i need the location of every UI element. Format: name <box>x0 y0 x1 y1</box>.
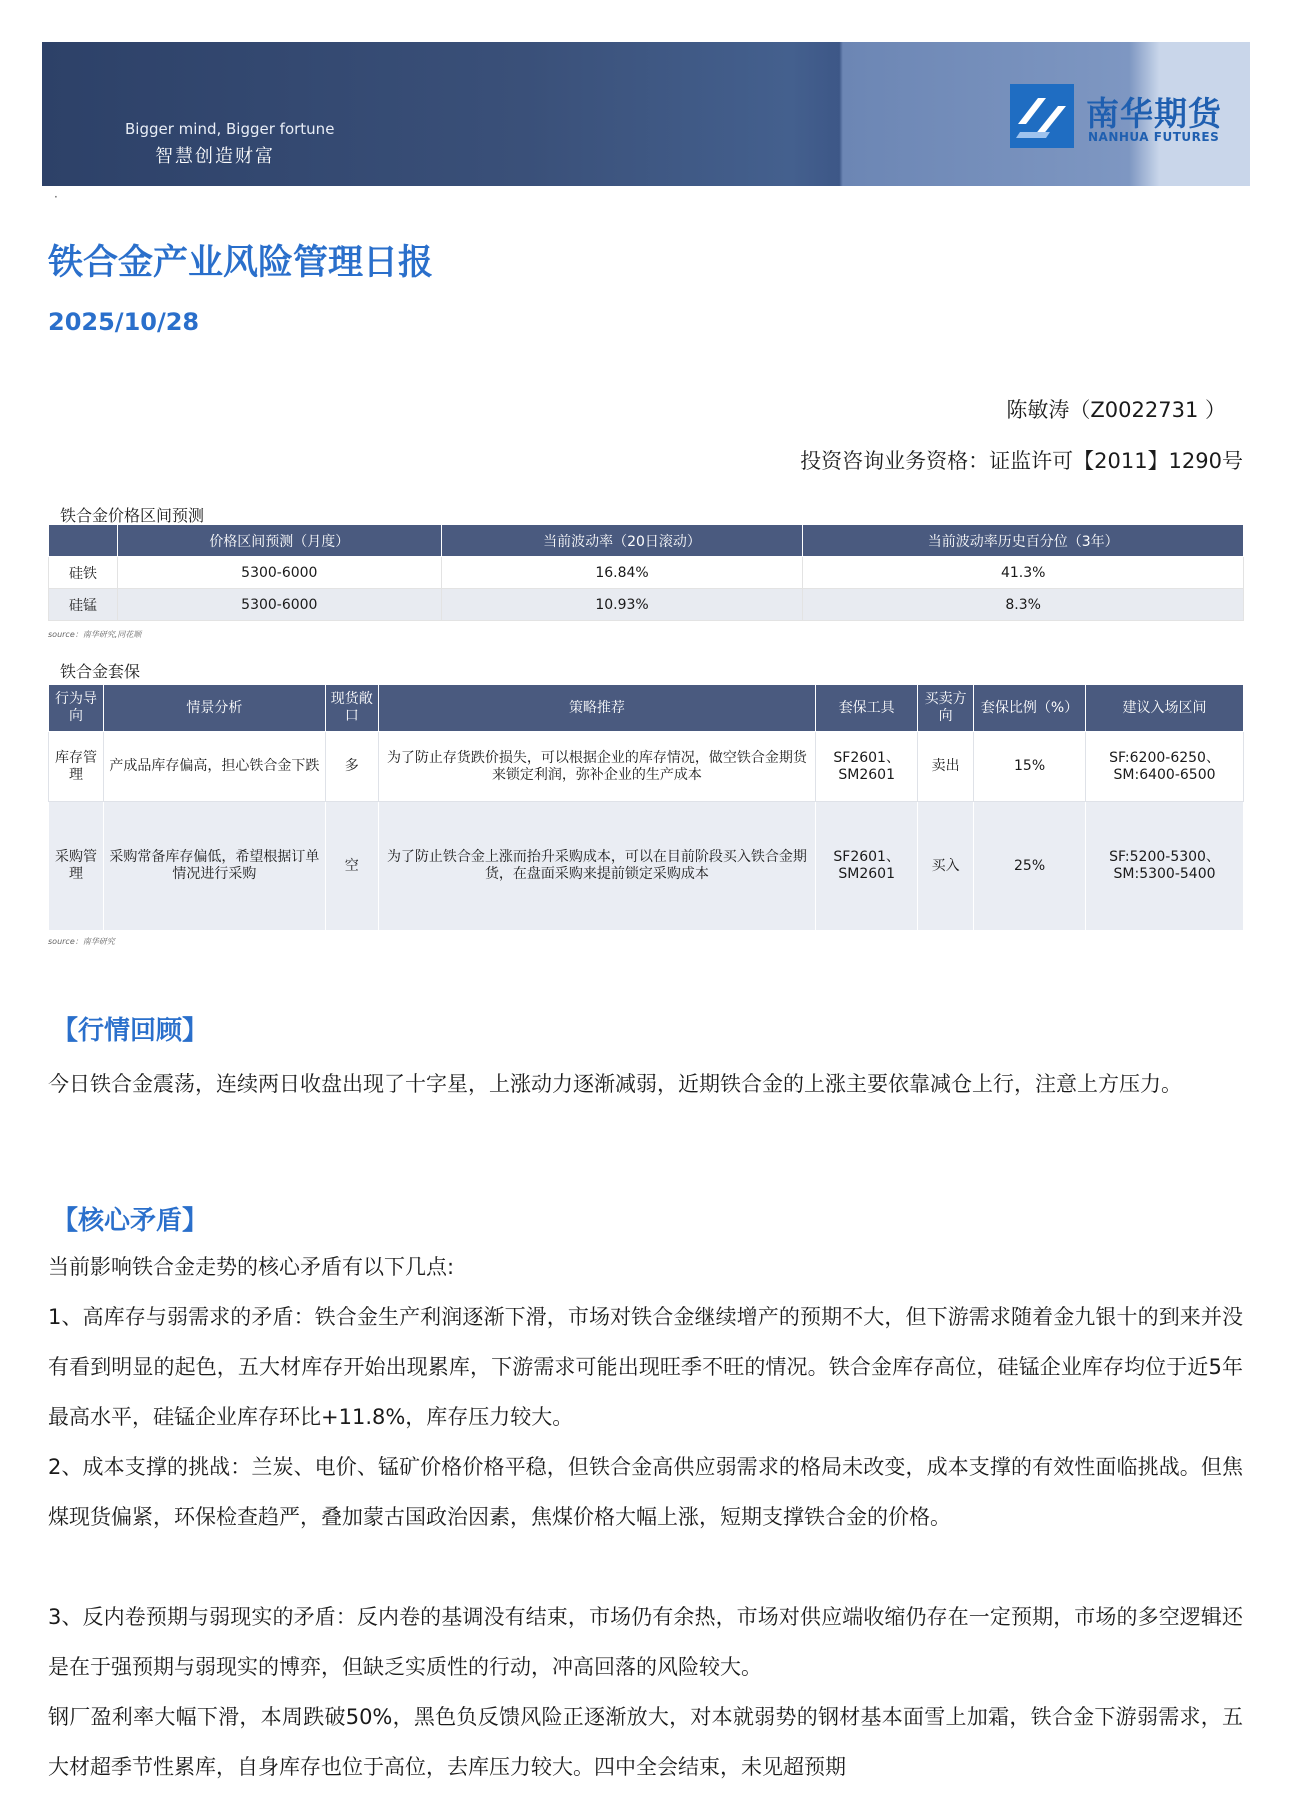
core-conflict-point-2: 2、成本支撑的挑战：兰炭、电价、锰矿价格价格平稳，但铁合金高供应弱需求的格局未改变，成本支撑的有效性面临挑战。但焦煤现货偏紧，环保检查趋严，叠加蒙古国政治因素，焦煤价格大幅上涨，短期支撑铁合金的价格。 <box>48 1455 1243 1529</box>
table-cell: 产成品库存偏高，担心铁合金下跌 <box>103 732 325 802</box>
table-cell: 硅锰 <box>49 589 118 621</box>
core-conflict-intro: 当前影响铁合金走势的核心矛盾有以下几点: <box>48 1255 455 1279</box>
table-cell: 16.84% <box>441 557 803 589</box>
table-cell: 硅铁 <box>49 557 118 589</box>
hedge-table-source: source：南华研究 <box>48 937 115 946</box>
decorative-dot: · <box>54 190 58 204</box>
table-header-cell: 情景分析 <box>103 685 325 732</box>
table-cell: 5300-6000 <box>117 557 441 589</box>
brand-name: 南华期货 <box>1086 94 1222 133</box>
author-line: 陈敏涛（Z0022731 ） <box>1006 398 1226 422</box>
table-cell: SF2601、SM2601 <box>816 802 918 931</box>
header-banner <box>42 42 1250 186</box>
license-line: 投资咨询业务资格：证监许可【2011】1290号 <box>800 449 1243 473</box>
table-header-cell: 策略推荐 <box>378 685 816 732</box>
table-cell: 采购常备库存偏低，希望根据订单情况进行采购 <box>103 802 325 931</box>
table-cell: 多 <box>325 732 378 802</box>
table-cell: 为了防止存货跌价损失，可以根据企业的库存情况，做空铁合金期货来锁定利润，弥补企业的生产成本 <box>378 732 816 802</box>
table-cell: 为了防止铁合金上涨而抬升采购成本，可以在目前阶段买入铁合金期货，在盘面采购来提前锁定采购成本 <box>378 802 816 931</box>
table-header-cell: 建议入场区间 <box>1086 685 1244 732</box>
table-header-row <box>49 525 1244 557</box>
brand-name-english: NANHUA FUTURES <box>1088 130 1220 144</box>
table-row <box>49 589 1244 621</box>
table-cell: 15% <box>974 732 1086 802</box>
table-cell: 8.3% <box>803 589 1244 621</box>
core-conflict-point-1: 1、高库存与弱需求的矛盾：铁合金生产利润逐渐下滑，市场对铁合金继续增产的预期不大，但下游需求随着金九银十的到来并没有看到明显的起色，五大材库存开始出现累库，下游需求可能出现旺季不旺的情况。铁合金库存高位，硅锰企业库存均位于近5年最高水平，硅锰企业库存环比+11.8%，库存压力较大。 <box>48 1305 1243 1429</box>
table-row <box>49 732 1244 802</box>
table-cell: SF2601、SM2601 <box>816 732 918 802</box>
hedge-strategy-table <box>48 684 1244 931</box>
table-cell: 买入 <box>918 802 974 931</box>
table-header-cell: 套保工具 <box>816 685 918 732</box>
table-header-cell: 当前波动率（20日滚动） <box>441 525 803 557</box>
report-date: 2025/10/28 <box>48 308 200 336</box>
core-conflict-heading: 【核心矛盾】 <box>52 1206 209 1236</box>
table-cell: 库存管理 <box>49 732 104 802</box>
table-header-cell: 当前波动率历史百分位（3年） <box>803 525 1244 557</box>
table-cell: 25% <box>974 802 1086 931</box>
table-header-cell: 买卖方向 <box>918 685 974 732</box>
price-table-source: source：南华研究,同花顺 <box>48 630 142 639</box>
price-range-table <box>48 524 1244 621</box>
table-header-cell: 价格区间预测（月度） <box>117 525 441 557</box>
table-header-cell: 行为导向 <box>49 685 104 732</box>
table-cell: 10.93% <box>441 589 803 621</box>
nanhua-logo-icon <box>1010 84 1074 148</box>
table-cell: SF:5200-5300、SM:5300-5400 <box>1086 802 1244 931</box>
table-cell: 5300-6000 <box>117 589 441 621</box>
core-conflict-summary: 钢厂盈利率大幅下滑，本周跌破50%，黑色负反馈风险正逐渐放大，对本就弱势的钢材基本面雪上加霜，铁合金下游弱需求，五大材超季节性累库，自身库存也位于高位，去库压力较大。四中全会结束，未见超预期 <box>48 1705 1243 1779</box>
table-row <box>49 802 1244 931</box>
table-cell: 空 <box>325 802 378 931</box>
table-header-cell <box>49 525 118 557</box>
slogan-chinese: 智慧创造财富 <box>155 146 275 167</box>
core-conflict-point-3: 3、反内卷预期与弱现实的矛盾：反内卷的基调没有结束，市场仍有余热，市场对供应端收缩仍存在一定预期，市场的多空逻辑还是在于强预期与弱现实的博弈，但缺乏实质性的行动，冲高回落的风险较大。 <box>48 1605 1243 1679</box>
price-table-caption: 铁合金价格区间预测 <box>60 506 205 525</box>
table-header-cell: 套保比例（%） <box>974 685 1086 732</box>
table-cell: 卖出 <box>918 732 974 802</box>
market-review-text: 今日铁合金震荡，连续两日收盘出现了十字星，上涨动力逐渐减弱，近期铁合金的上涨主要依靠减仓上行，注意上方压力。 <box>48 1072 1182 1096</box>
table-cell: SF:6200-6250、SM:6400-6500 <box>1086 732 1244 802</box>
table-row <box>49 557 1244 589</box>
table-cell: 41.3% <box>803 557 1244 589</box>
market-review-heading: 【行情回顾】 <box>52 1016 209 1046</box>
hedge-table-caption: 铁合金套保 <box>60 662 141 681</box>
slogan-english: Bigger mind, Bigger fortune <box>125 120 335 138</box>
table-cell: 采购管理 <box>49 802 104 931</box>
table-header-cell: 现货敞口 <box>325 685 378 732</box>
table-header-row <box>49 685 1244 732</box>
report-title: 铁合金产业风险管理日报 <box>48 243 434 283</box>
